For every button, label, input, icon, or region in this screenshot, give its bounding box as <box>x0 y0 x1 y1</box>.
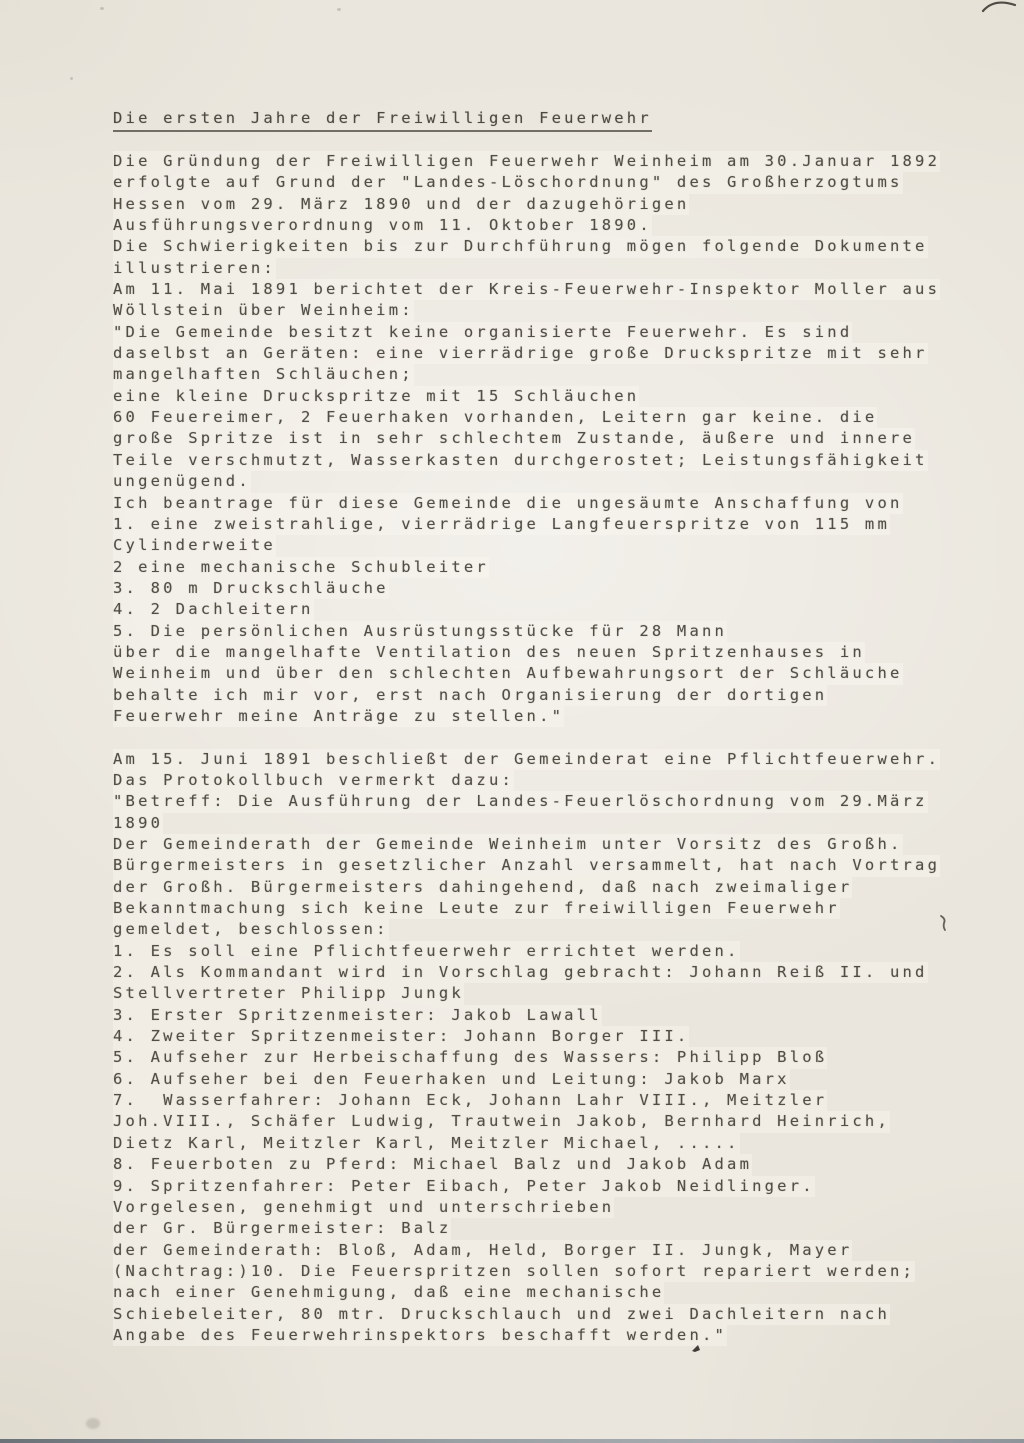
text-line: "Die Gemeinde besitzt keine organisierte Feuerwehr. Es sind <box>113 322 852 343</box>
text-line: der Großh. Bürgermeisters dahingehend, daß nach zweimaliger <box>113 877 852 898</box>
scan-edge-bottom <box>0 1439 1024 1443</box>
text-line: illustrieren: <box>113 258 276 279</box>
text-line: 6. Aufseher bei den Feuerhaken und Leitung: Jakob Marx <box>113 1069 790 1090</box>
text-line: 8. Feuerboten zu Pferd: Michael Balz und Jakob Adam <box>113 1154 752 1175</box>
text-line: 7. Wasserfahrer: Johann Eck, Johann Lahr VIII., Meitzler <box>113 1090 827 1111</box>
text-line: Die Schwierigkeiten bis zur Durchführung mögen folgende Dokumente <box>113 236 928 257</box>
document-title: Die ersten Jahre der Freiwilligen Feuerwehr <box>113 109 652 132</box>
paper-speck <box>208 240 211 244</box>
text-line: Weinheim und über den schlechten Aufbewahrungsort der Schläuche <box>113 663 903 684</box>
text-line: ungenügend. <box>113 471 251 492</box>
text-line: Der Gemeinderath der Gemeinde Weinheim unter Vorsitz des Großh. <box>113 834 903 855</box>
text-line: Am 15. Juni 1891 beschließt der Gemeinderat eine Pflichtfeuerwehr. <box>113 749 940 770</box>
text-line: Bekanntmachung sich keine Leute zur freiwilligen Feuerwehr <box>113 898 840 919</box>
text-line: behalte ich mir vor, erst nach Organisierung der dortigen <box>113 685 827 706</box>
paper-speck <box>100 7 104 10</box>
text-line: Hessen vom 29. März 1890 und der dazugehörigen <box>113 194 689 215</box>
text-line: 4. Zweiter Spritzenmeister: Johann Borger III. <box>113 1026 689 1047</box>
text-line: 60 Feuereimer, 2 Feuerhaken vorhanden, Leitern gar keine. die <box>113 407 877 428</box>
text-line: 3. 80 m Druckschläuche <box>113 578 389 599</box>
text-line: 3. Erster Spritzenmeister: Jakob Lawall <box>113 1005 602 1026</box>
text-line: Das Protokollbuch vermerkt dazu: <box>113 770 514 791</box>
text-line: daselbst an Geräten: eine vierrädrige große Druckspritze mit sehr <box>113 343 928 364</box>
text-line: Die Gründung der Freiwilligen Feuerwehr Weinheim am 30.Januar 1892 <box>113 151 940 172</box>
text-line: 1890 <box>113 813 163 834</box>
text-line: 4. 2 Dachleitern <box>113 599 314 620</box>
text-line: "Betreff: Die Ausführung der Landes-Feuerlöschordnung vom 29.März <box>113 791 928 812</box>
text-line: gemeldet, beschlossen: <box>113 919 389 940</box>
paper-speck <box>70 77 73 80</box>
text-line: 9. Spritzenfahrer: Peter Eibach, Peter Jakob Neidlinger. <box>113 1176 815 1197</box>
text-line: 5. Aufseher zur Herbeischaffung des Wassers: Philipp Bloß <box>113 1047 827 1068</box>
text-line: Angabe des Feuerwehrinspektors beschafft werden." <box>113 1325 727 1346</box>
text-line: Bürgermeisters in gesetzlicher Anzahl versammelt, hat nach Vortrag <box>113 855 940 876</box>
text-line: Schiebeleiter, 80 mtr. Druckschlauch und zwei Dachleitern nach <box>113 1304 890 1325</box>
text-line: eine kleine Druckspritze mit 15 Schläuchen <box>113 386 639 407</box>
text-line: Vorgelesen, genehmigt und unterschrieben <box>113 1197 614 1218</box>
text-line: Cylinderweite <box>113 535 276 556</box>
pen-mark-top-right <box>980 0 1018 14</box>
text-line: Feuerwehr meine Anträge zu stellen." <box>113 706 564 727</box>
text-line: 2. Als Kommandant wird in Vorschlag gebracht: Johann Reiß II. und <box>113 962 928 983</box>
text-line: Am 11. Mai 1891 berichtet der Kreis-Feuerwehr-Inspektor Moller aus <box>113 279 940 300</box>
text-line: 1. eine zweistrahlige, vierrädrige Langfeuerspritze von 115 mm <box>113 514 890 535</box>
text-line: 1. Es soll eine Pflichtfeuerwehr errichtet werden. <box>113 941 740 962</box>
text-line: 5. Die persönlichen Ausrüstungsstücke für 28 Mann <box>113 621 727 642</box>
text-line: Teile verschmutzt, Wasserkasten durchgerostet; Leistungsfähigkeit <box>113 450 928 471</box>
text-line: Ausführungsverordnung vom 11. Oktober 1890. <box>113 215 652 236</box>
text-line: Ich beantrage für diese Gemeinde die ungesäumte Anschaffung von <box>113 493 903 514</box>
text-line: große Spritze ist in sehr schlechtem Zustande, äußere und innere <box>113 428 915 449</box>
text-line: Joh.VIII., Schäfer Ludwig, Trautwein Jakob, Bernhard Heinrich, <box>113 1111 890 1132</box>
smudge-bottom-left <box>86 1418 100 1429</box>
text-line: Wöllstein über Weinheim: <box>113 300 414 321</box>
text-line: erfolgte auf Grund der "Landes-Löschordnung" des Großherzogtums <box>113 172 903 193</box>
document-lines <box>113 151 973 1346</box>
text-line: Stellvertreter Philipp Jungk <box>113 983 464 1004</box>
text-line: der Gemeinderath: Bloß, Adam, Held, Borger II. Jungk, Mayer <box>113 1240 852 1261</box>
text-line: 2 eine mechanische Schubleiter <box>113 557 489 578</box>
text-line: nach einer Genehmigung, daß eine mechanische <box>113 1282 664 1303</box>
text-line: Dietz Karl, Meitzler Karl, Meitzler Michael, ..... <box>113 1133 740 1154</box>
text-line: (Nachtrag:)10. Die Feuerspritzen sollen sofort repariert werden; <box>113 1261 915 1282</box>
text-line: mangelhaften Schläuchen; <box>113 364 414 385</box>
text-line: über die mangelhafte Ventilation des neuen Spritzenhauses in <box>113 642 865 663</box>
paper-speck <box>337 8 341 11</box>
text-line: der Gr. Bürgermeister: Balz <box>113 1218 451 1239</box>
